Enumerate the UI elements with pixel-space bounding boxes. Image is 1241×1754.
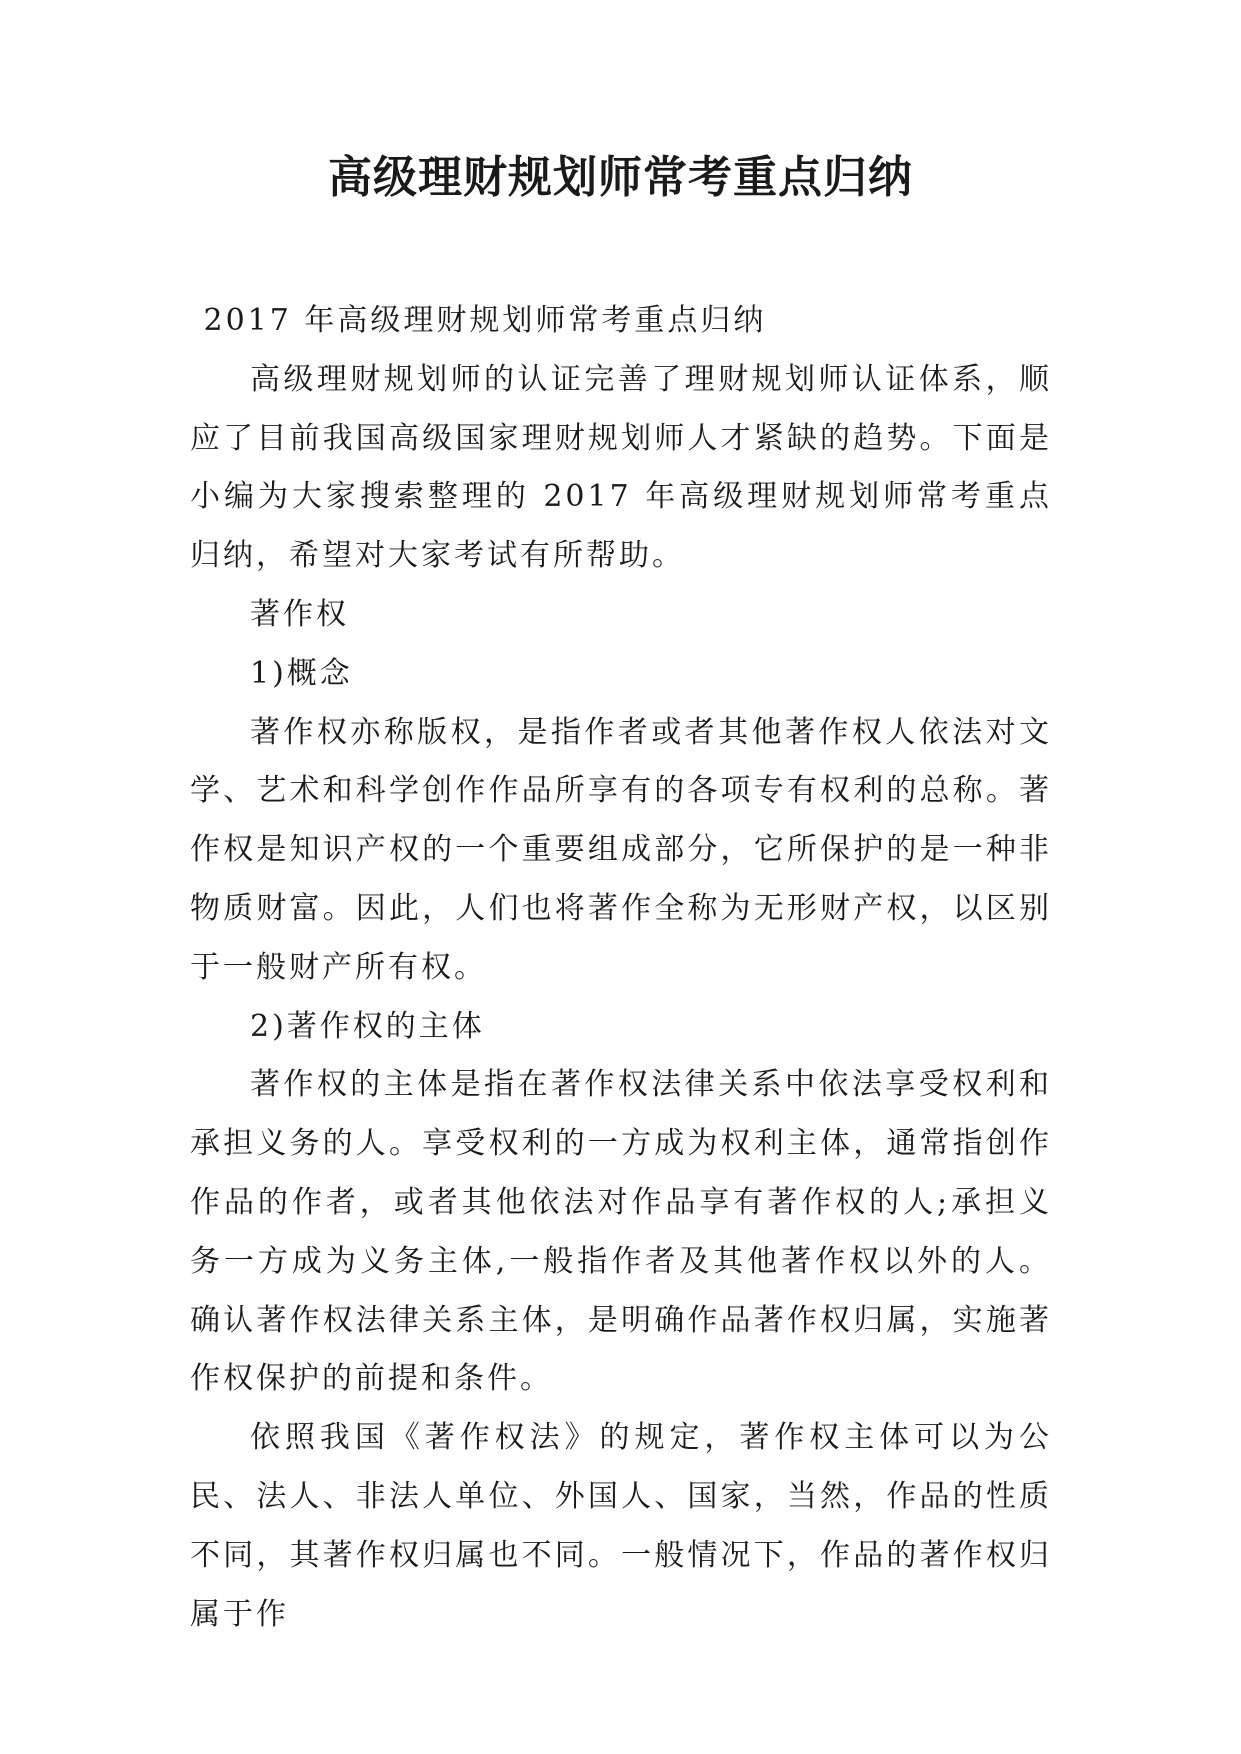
subject-paragraph: 著作权的主体是指在著作权法律关系中依法享受权利和承担义务的人。享受权利的一方成为权利主体，通常指创作作品的作者，或者其他依法对作品享有著作权的人;承担义务一方成为义务主体,一般指作者及其他著作权以外的人。确认著作权法律关系主体，是明确作品著作权归属，实施著作权保护的前提和条件。	[190, 1067, 1052, 1397]
section-heading-copyright: 著作权	[250, 596, 349, 632]
subheading-subject: 2)著作权的主体	[250, 1008, 485, 1044]
concept-paragraph: 著作权亦称版权，是指作者或者其他著作权人依法对文学、艺术和科学创作作品所享有的各项专有权利的总称。著作权是知识产权的一个重要组成部分，它所保护的是一种非物质财富。因此，人们也将著作全称为无形财产权，以区别于一般财产所有权。	[190, 714, 1052, 985]
law-paragraph: 依照我国《著作权法》的规定，著作权主体可以为公民、法人、非法人单位、外国人、国家，当然，作品的性质不同，其著作权归属也不同。一般情况下，作品的著作权归属于作	[190, 1420, 1052, 1632]
document-body	[190, 292, 1052, 1644]
subheading-concept: 1)概念	[250, 655, 353, 691]
intro-paragraph: 高级理财规划师的认证完善了理财规划师认证体系，顺应了目前我国高级国家理财规划师人才紧缺的趋势。下面是小编为大家搜索整理的 2017 年高级理财规划师常考重点归纳，希望对大家考试有所帮助。	[190, 361, 1052, 574]
document-title: 高级理财规划师常考重点归纳	[328, 152, 913, 203]
intro-heading: 2017 年高级理财规划师常考重点归纳	[203, 303, 767, 338]
